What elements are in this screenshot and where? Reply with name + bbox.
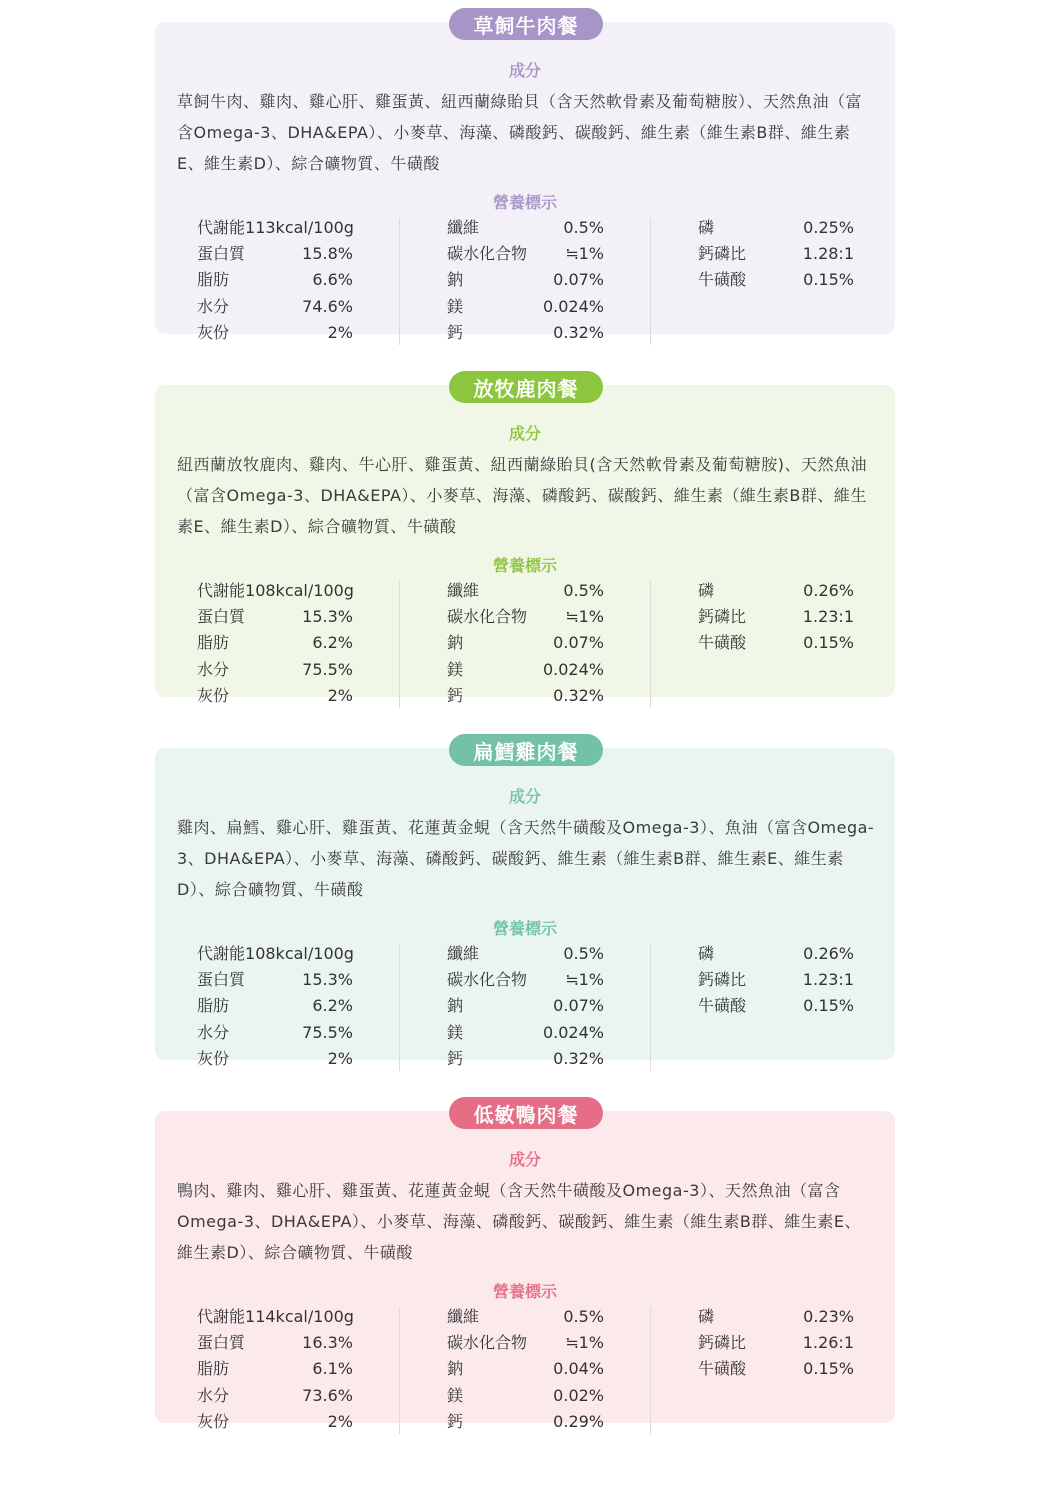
nutrition-row xyxy=(447,630,604,656)
nutrient-label: 磷 xyxy=(698,218,715,237)
nutrient-label: 磷 xyxy=(698,581,715,600)
nutrition-row xyxy=(698,1304,854,1330)
nutrient-label: 脂肪 xyxy=(197,996,230,1016)
nutrient-label: 磷 xyxy=(698,1307,715,1326)
nutrition-heading: 營養標示 xyxy=(492,1282,557,1301)
nutrient-label: 牛磺酸 xyxy=(698,270,747,290)
ingredients-heading: 成分 xyxy=(508,1150,541,1169)
nutrient-label: 水分 xyxy=(197,659,230,679)
nutrition-row xyxy=(698,267,854,293)
column-divider xyxy=(399,1307,400,1434)
nutrient-value: 0.32% xyxy=(553,1048,604,1068)
nutrient-value: 0.024% xyxy=(542,296,604,316)
nutrient-label: 纖維 xyxy=(447,944,480,963)
nutrient-value: 0.23% xyxy=(803,1307,854,1326)
nutrition-grid xyxy=(155,578,895,705)
nutrition-row xyxy=(197,294,353,320)
nutrition-column-1 xyxy=(197,215,353,346)
nutrient-value: ≒1% xyxy=(565,1333,604,1353)
ingredients-text: 紐西蘭放牧鹿肉、雞肉、牛心肝、雞蛋黃、紐西蘭綠貽貝(含天然軟骨素及葡萄糖胺)、天然魚油（富含Omega-3、DHA&EPA）、小麥草、海藻、磷酸鈣、碳酸鈣、維生素（維生素B群、維生素E、維生素D）、綜合礦物質、牛磺酸 xyxy=(177,455,867,536)
nutrition-grid xyxy=(155,1304,895,1431)
nutrient-value: 1.28:1 xyxy=(802,244,854,264)
nutrition-heading: 營養標示 xyxy=(492,193,557,212)
ingredients-heading: 成分 xyxy=(508,787,541,806)
nutrient-value: 16.3% xyxy=(302,1333,353,1353)
ingredients-text: 雞肉、扁鱈、雞心肝、雞蛋黃、花蓮黃金蜆（含天然牛磺酸及Omega-3）、魚油（富含Omega-3、DHA&EPA）、小麥草、海藻、磷酸鈣、碳酸鈣、維生素（維生素B群、維生素E、維生素D）、綜合礦物質、牛磺酸 xyxy=(177,818,875,899)
nutrient-label: 脂肪 xyxy=(197,1359,230,1379)
nutrition-row xyxy=(447,1020,604,1046)
nutrient-label: 脂肪 xyxy=(197,270,230,290)
nutrient-value: 108kcal/100g xyxy=(245,581,354,600)
nutrient-value: 74.6% xyxy=(302,296,353,316)
nutrition-heading: 營養標示 xyxy=(492,556,557,575)
nutrient-value: ≒1% xyxy=(565,244,604,264)
column-divider xyxy=(650,944,651,1071)
product-title-badge: 草飼牛肉餐 xyxy=(449,8,603,40)
nutrient-value: ≒1% xyxy=(565,970,604,990)
product-title-badge: 低敏鴨肉餐 xyxy=(449,1097,603,1129)
nutrient-label: 碳水化合物 xyxy=(447,244,528,264)
nutrient-value: 0.024% xyxy=(542,1022,604,1042)
nutrition-row xyxy=(197,604,353,630)
nutrition-column-1 xyxy=(197,1304,353,1435)
nutrient-label: 代謝能 xyxy=(197,944,246,963)
nutrient-value: 108kcal/100g xyxy=(245,944,354,963)
nutrient-label: 纖維 xyxy=(447,1307,480,1326)
nutrient-value: 2% xyxy=(327,685,353,705)
nutrient-value: 1.23:1 xyxy=(802,970,854,990)
nutrition-column-2 xyxy=(447,578,604,709)
nutrient-value: 0.29% xyxy=(553,1411,604,1431)
nutrition-column-3 xyxy=(698,941,854,1020)
nutrition-row xyxy=(447,241,604,267)
nutrition-row xyxy=(197,578,353,604)
nutrition-row xyxy=(447,267,604,293)
nutrition-row xyxy=(447,604,604,630)
nutrient-value: 113kcal/100g xyxy=(245,218,354,237)
nutrition-row xyxy=(447,967,604,993)
nutrition-column-3 xyxy=(698,578,854,657)
column-divider xyxy=(650,581,651,708)
nutrient-label: 鎂 xyxy=(447,659,464,679)
nutrient-label: 鈉 xyxy=(447,633,464,653)
ingredients-text: 鴨肉、雞肉、雞心肝、雞蛋黃、花蓮黃金蜆（含天然牛磺酸及Omega-3）、天然魚油（富含Omega-3、DHA&EPA）、小麥草、海藻、磷酸鈣、碳酸鈣、維生素（維生素B群、維生素E、維生素D）、綜合礦物質、牛磺酸 xyxy=(177,1181,861,1262)
nutrition-row xyxy=(447,683,604,709)
nutrition-row xyxy=(698,215,854,241)
nutrient-label: 鈣 xyxy=(447,1048,464,1068)
nutrient-value: 75.5% xyxy=(302,659,353,679)
nutrient-label: 鈣 xyxy=(447,322,464,342)
nutrition-row xyxy=(197,241,353,267)
nutrition-row xyxy=(698,993,854,1019)
nutrient-value: 0.04% xyxy=(553,1359,604,1379)
nutrient-value: 1.23:1 xyxy=(802,607,854,627)
nutrient-label: 碳水化合物 xyxy=(447,607,528,627)
nutrition-row xyxy=(447,657,604,683)
nutrition-row xyxy=(197,657,353,683)
nutrition-grid xyxy=(155,215,895,342)
nutrient-label: 灰份 xyxy=(197,1411,230,1431)
nutrient-label: 鈣磷比 xyxy=(698,970,747,990)
nutrient-value: 0.07% xyxy=(553,996,604,1016)
nutrient-value: 15.3% xyxy=(302,607,353,627)
nutrition-row xyxy=(197,215,353,241)
nutrient-value: 0.07% xyxy=(553,633,604,653)
column-divider xyxy=(399,581,400,708)
ingredients-heading: 成分 xyxy=(508,424,541,443)
nutrition-row xyxy=(698,1356,854,1382)
product-title-badge: 扁鱈雞肉餐 xyxy=(449,734,603,766)
nutrient-label: 鈉 xyxy=(447,1359,464,1379)
nutrition-column-2 xyxy=(447,215,604,346)
nutrient-value: 0.15% xyxy=(803,1359,854,1379)
product-card xyxy=(155,748,895,1068)
ingredients-heading: 成分 xyxy=(508,61,541,80)
nutrient-value: 2% xyxy=(327,1048,353,1068)
nutrient-label: 脂肪 xyxy=(197,633,230,653)
nutrient-label: 蛋白質 xyxy=(197,970,246,990)
nutrition-row xyxy=(447,993,604,1019)
nutrient-value: 2% xyxy=(327,1411,353,1431)
product-section-venison xyxy=(155,371,895,705)
column-divider xyxy=(650,1307,651,1434)
nutrient-value: 73.6% xyxy=(302,1385,353,1405)
nutrient-value: 15.3% xyxy=(302,970,353,990)
nutrition-row xyxy=(698,630,854,656)
nutrition-row xyxy=(447,1330,604,1356)
nutrient-value: 0.15% xyxy=(803,633,854,653)
nutrition-row xyxy=(447,1356,604,1382)
nutrient-label: 牛磺酸 xyxy=(698,1359,747,1379)
nutrition-row xyxy=(197,1356,353,1382)
nutrient-value: 0.02% xyxy=(553,1385,604,1405)
nutrient-value: 0.15% xyxy=(803,996,854,1016)
nutrition-row xyxy=(447,1304,604,1330)
nutrient-label: 鈣磷比 xyxy=(698,607,747,627)
nutrition-row xyxy=(447,941,604,967)
nutrition-row xyxy=(197,320,353,346)
nutrient-value: 0.25% xyxy=(803,218,854,237)
nutrition-row xyxy=(698,941,854,967)
nutrition-row xyxy=(197,1304,353,1330)
nutrient-label: 水分 xyxy=(197,296,230,316)
nutrient-value: 0.15% xyxy=(803,270,854,290)
product-section-cod-chicken xyxy=(155,734,895,1068)
nutrition-column-2 xyxy=(447,1304,604,1435)
nutrient-label: 灰份 xyxy=(197,1048,230,1068)
product-card xyxy=(155,385,895,705)
nutrition-row xyxy=(197,993,353,1019)
nutrition-column-1 xyxy=(197,578,353,709)
nutrient-label: 牛磺酸 xyxy=(698,996,747,1016)
nutrient-value: 0.5% xyxy=(563,1307,604,1326)
nutrient-label: 蛋白質 xyxy=(197,1333,246,1353)
nutrition-row xyxy=(197,683,353,709)
nutrient-label: 代謝能 xyxy=(197,1307,246,1326)
nutrient-value: 1.26:1 xyxy=(802,1333,854,1353)
nutrition-row xyxy=(197,630,353,656)
nutrient-label: 鎂 xyxy=(447,1022,464,1042)
product-section-duck xyxy=(155,1097,895,1431)
nutrient-label: 鎂 xyxy=(447,1385,464,1405)
nutrient-label: 水分 xyxy=(197,1022,230,1042)
ingredients-text: 草飼牛肉、雞肉、雞心肝、雞蛋黃、紐西蘭綠貽貝（含天然軟骨素及葡萄糖胺）、天然魚油（富含Omega-3、DHA&EPA）、小麥草、海藻、磷酸鈣、碳酸鈣、維生素（維生素B群、維生素E、維生素D）、綜合礦物質、牛磺酸 xyxy=(177,92,863,173)
nutrition-row xyxy=(197,267,353,293)
nutrient-label: 水分 xyxy=(197,1385,230,1405)
nutrient-value: 0.32% xyxy=(553,322,604,342)
nutrient-label: 代謝能 xyxy=(197,581,246,600)
nutrition-row xyxy=(698,1330,854,1356)
nutrient-value: ≒1% xyxy=(565,607,604,627)
product-title-badge: 放牧鹿肉餐 xyxy=(449,371,603,403)
nutrition-column-2 xyxy=(447,941,604,1072)
nutrient-label: 牛磺酸 xyxy=(698,633,747,653)
nutrient-value: 6.2% xyxy=(312,633,353,653)
nutrient-label: 鎂 xyxy=(447,296,464,316)
nutrition-row xyxy=(447,320,604,346)
nutrition-row xyxy=(197,967,353,993)
nutrition-row xyxy=(447,1046,604,1072)
nutrient-value: 6.2% xyxy=(312,996,353,1016)
nutrient-value: 0.07% xyxy=(553,270,604,290)
nutrition-row xyxy=(447,578,604,604)
nutrient-label: 鈉 xyxy=(447,996,464,1016)
nutrient-value: 114kcal/100g xyxy=(245,1307,354,1326)
nutrition-row xyxy=(698,241,854,267)
nutrient-label: 蛋白質 xyxy=(197,244,246,264)
nutrition-row xyxy=(197,941,353,967)
nutrient-value: 0.5% xyxy=(563,218,604,237)
nutrient-label: 代謝能 xyxy=(197,218,246,237)
column-divider xyxy=(399,218,400,345)
nutrient-value: 0.26% xyxy=(803,581,854,600)
nutrient-value: 0.26% xyxy=(803,944,854,963)
nutrition-row xyxy=(447,1383,604,1409)
nutrition-row xyxy=(197,1383,353,1409)
product-section-beef xyxy=(155,8,895,342)
product-card xyxy=(155,22,895,342)
nutrition-row xyxy=(698,604,854,630)
nutrition-row xyxy=(447,215,604,241)
nutrition-row xyxy=(197,1330,353,1356)
nutrition-heading: 營養標示 xyxy=(492,919,557,938)
nutrient-label: 鈉 xyxy=(447,270,464,290)
nutrient-value: 2% xyxy=(327,322,353,342)
nutrition-row xyxy=(197,1409,353,1435)
nutrition-row xyxy=(197,1020,353,1046)
nutrient-label: 灰份 xyxy=(197,322,230,342)
nutrient-value: 75.5% xyxy=(302,1022,353,1042)
nutrient-value: 15.8% xyxy=(302,244,353,264)
nutrition-column-1 xyxy=(197,941,353,1072)
nutrient-value: 0.5% xyxy=(563,944,604,963)
nutrient-label: 鈣磷比 xyxy=(698,244,747,264)
nutrition-column-3 xyxy=(698,1304,854,1383)
product-card xyxy=(155,1111,895,1431)
nutrition-row xyxy=(447,294,604,320)
nutrient-label: 碳水化合物 xyxy=(447,1333,528,1353)
nutrient-label: 鈣 xyxy=(447,1411,464,1431)
nutrient-value: 0.024% xyxy=(542,659,604,679)
column-divider xyxy=(399,944,400,1071)
nutrition-row xyxy=(698,578,854,604)
nutrient-label: 鈣磷比 xyxy=(698,1333,747,1353)
column-divider xyxy=(650,218,651,345)
nutrition-grid xyxy=(155,941,895,1068)
nutrition-row xyxy=(447,1409,604,1435)
nutrient-label: 纖維 xyxy=(447,218,480,237)
nutrient-value: 6.6% xyxy=(312,270,353,290)
nutrient-label: 灰份 xyxy=(197,685,230,705)
nutrient-label: 蛋白質 xyxy=(197,607,246,627)
nutrient-label: 鈣 xyxy=(447,685,464,705)
nutrition-column-3 xyxy=(698,215,854,294)
nutrition-row xyxy=(197,1046,353,1072)
nutrition-row xyxy=(698,967,854,993)
nutrient-label: 纖維 xyxy=(447,581,480,600)
nutrient-value: 0.5% xyxy=(563,581,604,600)
nutrient-label: 磷 xyxy=(698,944,715,963)
nutrient-label: 碳水化合物 xyxy=(447,970,528,990)
nutrient-value: 0.32% xyxy=(553,685,604,705)
nutrient-value: 6.1% xyxy=(312,1359,353,1379)
